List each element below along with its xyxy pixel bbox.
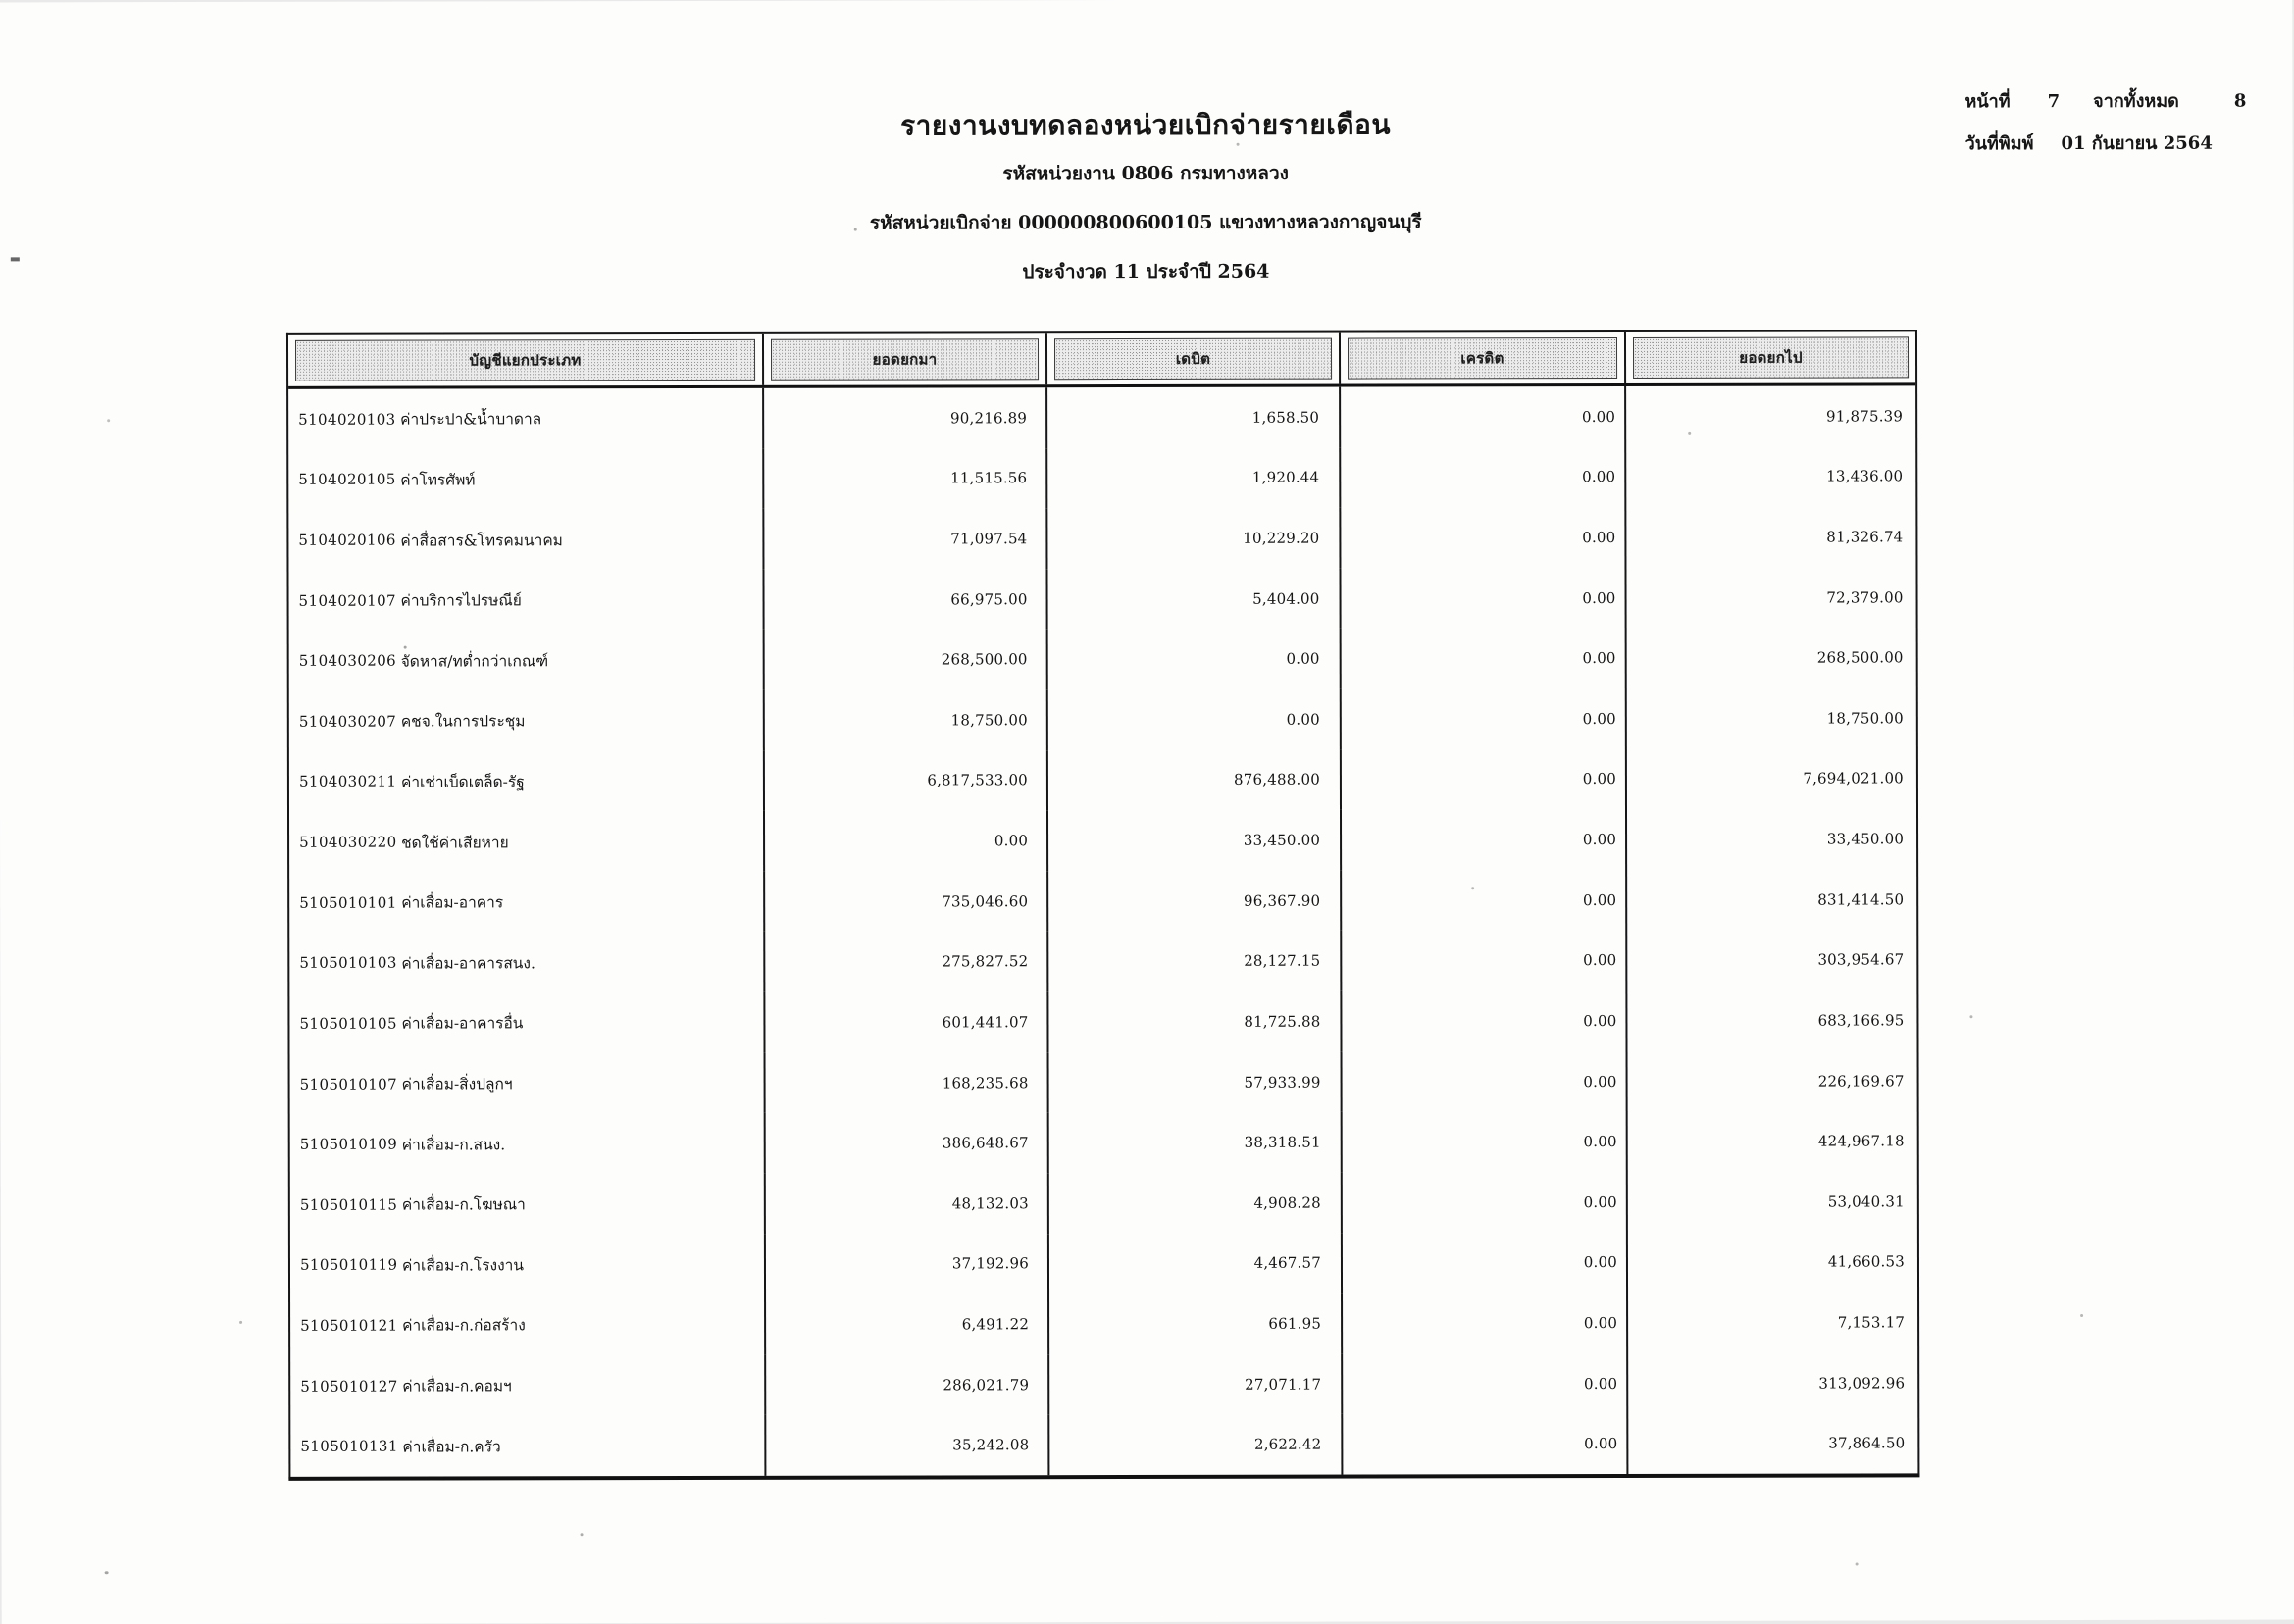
balance-carry-amount: 72,379.00	[1826, 588, 1904, 607]
account-code: 5104020103	[298, 410, 396, 429]
scan-speck	[1237, 143, 1240, 146]
balance-forward-amount: 66,975.00	[950, 589, 1028, 609]
balance-forward-amount: 0.00	[994, 832, 1029, 850]
balance-carry-cell	[1628, 1050, 1917, 1111]
credit-cell	[1342, 749, 1627, 810]
credit-amount: 0.00	[1584, 1374, 1618, 1393]
account-cell	[289, 992, 765, 1054]
balance-carry-cell	[1626, 507, 1915, 568]
trial-balance-table	[286, 330, 1919, 1480]
debit-amount: 1,920.44	[1251, 469, 1320, 487]
account-name: ชดใช้ค่าเสียหาย	[401, 833, 509, 852]
debit-cell	[1048, 991, 1342, 1052]
balance-forward-amount: 90,216.89	[950, 409, 1028, 428]
balance-forward-cell	[765, 630, 1048, 690]
debit-amount: 661.95	[1268, 1314, 1322, 1333]
account-code: 5104030211	[298, 773, 397, 791]
debit-amount: 876,488.00	[1234, 771, 1320, 789]
period-line: ประจำงวด 11 ประจำปี 2564	[1022, 260, 1270, 283]
debit-cell	[1048, 749, 1342, 810]
account-cell	[288, 509, 764, 571]
debit-cell	[1048, 629, 1342, 689]
credit-amount: 0.00	[1582, 709, 1616, 728]
balance-forward-cell	[764, 569, 1047, 630]
debit-cell	[1049, 1051, 1343, 1112]
balance-carry-amount: 424,967.18	[1817, 1132, 1905, 1150]
header-cell-debit	[1047, 333, 1341, 385]
balance-forward-cell	[764, 508, 1047, 569]
balance-forward-amount: 386,648.67	[942, 1134, 1029, 1152]
balance-carry-amount: 37,864.50	[1828, 1434, 1906, 1452]
balance-carry-amount: 7,153.17	[1837, 1313, 1906, 1332]
scan-speck	[105, 1571, 109, 1574]
credit-cell	[1342, 930, 1627, 990]
balance-forward-cell	[765, 689, 1048, 750]
scan-speck	[239, 1321, 242, 1324]
balance-forward-amount: 268,500.00	[941, 650, 1028, 669]
credit-amount: 0.00	[1582, 529, 1616, 547]
balance-carry-cell	[1628, 1292, 1917, 1352]
account-code: 5104020107	[298, 591, 397, 610]
account-cell	[290, 1294, 766, 1356]
debit-cell	[1048, 689, 1342, 750]
balance-forward-amount: 735,046.60	[942, 891, 1029, 911]
debit-cell	[1049, 1173, 1343, 1234]
account-code: 5105010119	[299, 1255, 398, 1275]
debit-amount: 5,404.00	[1252, 589, 1320, 608]
account-name: ค่าเสื่อม-ก.ก่อสร้าง	[402, 1316, 526, 1336]
debit-amount: 4,467.57	[1253, 1253, 1321, 1273]
credit-cell	[1343, 1172, 1628, 1233]
account-cell	[290, 1053, 766, 1115]
account-name: ค่าบริการไปรษณีย์	[400, 591, 522, 610]
account-cell	[288, 448, 764, 510]
balance-forward-cell	[765, 991, 1048, 1052]
scan-speck	[1856, 1562, 1859, 1565]
table-row	[290, 1232, 1917, 1295]
credit-cell	[1341, 447, 1626, 508]
scan-speck	[581, 1533, 584, 1536]
balance-carry-amount: 226,169.67	[1817, 1071, 1905, 1091]
balance-carry-cell	[1627, 869, 1916, 930]
balance-forward-cell	[766, 1173, 1049, 1234]
balance-carry-cell	[1627, 628, 1916, 688]
credit-amount: 0.00	[1582, 468, 1616, 486]
credit-amount: 0.00	[1583, 1072, 1617, 1091]
table-row	[290, 1413, 1917, 1477]
credit-cell	[1342, 990, 1627, 1051]
debit-amount: 28,127.15	[1244, 951, 1321, 971]
scan-speck	[1688, 432, 1691, 435]
credit-cell	[1341, 386, 1626, 447]
balance-carry-amount: 683,166.95	[1817, 1011, 1905, 1030]
account-cell	[288, 570, 764, 632]
debit-cell	[1049, 1112, 1343, 1173]
debit-cell	[1047, 447, 1341, 508]
account-code: 5105010131	[300, 1437, 398, 1455]
account-cell	[290, 1174, 766, 1236]
credit-amount: 0.00	[1583, 1193, 1617, 1211]
balance-carry-amount: 831,414.50	[1817, 890, 1905, 909]
balance-forward-amount: 286,021.79	[943, 1375, 1030, 1394]
account-code: 5105010101	[299, 893, 397, 912]
table-row	[290, 1352, 1917, 1416]
print-date-label: วันที่พิมพ์	[1964, 133, 2034, 155]
scan-speck	[2080, 1314, 2083, 1317]
credit-amount: 0.00	[1583, 1253, 1617, 1272]
header-label-credit: เครดิต	[1348, 337, 1617, 380]
debit-amount: 0.00	[1286, 649, 1320, 668]
debit-amount: 57,933.99	[1244, 1073, 1321, 1091]
balance-forward-cell	[765, 932, 1048, 992]
balance-carry-amount: 313,092.96	[1818, 1373, 1906, 1393]
header-label-balance-carry: ยอดยกไป	[1633, 336, 1909, 379]
header-cell-credit	[1341, 332, 1626, 384]
debit-cell	[1049, 1294, 1343, 1354]
account-name: จัดหาส/ทต่ำกว่าเกณฑ์	[400, 652, 549, 671]
balance-forward-amount: 48,132.03	[951, 1193, 1029, 1213]
account-code: 5105010121	[300, 1316, 398, 1335]
scan-speck	[107, 419, 110, 422]
table-header-row	[288, 331, 1915, 388]
page-label: หน้าที่	[1964, 91, 2011, 113]
disbursing-unit-line: รหัสหน่วยเบิกจ่าย 000000800600105 แขวงทางหลวงกาญจนบุรี	[869, 211, 1422, 234]
table-row	[290, 1292, 1917, 1355]
header-cell-balance-carry	[1626, 331, 1915, 383]
balance-forward-cell	[766, 1415, 1049, 1476]
balance-carry-cell	[1627, 748, 1916, 809]
table-row	[289, 930, 1916, 993]
header-label-account: บัญชีแยกประเภท	[295, 339, 755, 381]
debit-cell	[1048, 931, 1342, 991]
account-code: 5105010115	[299, 1195, 398, 1214]
account-cell	[289, 811, 765, 873]
balance-forward-amount: 275,827.52	[942, 952, 1029, 971]
debit-cell	[1047, 568, 1341, 629]
account-code: 5105010107	[299, 1075, 398, 1093]
header-cell-balance-forward	[764, 333, 1047, 385]
credit-cell	[1343, 1353, 1628, 1414]
page-number-line	[1964, 86, 2278, 116]
balance-carry-cell	[1627, 930, 1916, 990]
balance-forward-amount: 168,235.68	[942, 1073, 1029, 1091]
account-code: 5105010103	[299, 953, 397, 973]
total-pages-label: จากทั้งหมด	[2093, 90, 2179, 112]
debit-amount: 2,622.42	[1253, 1435, 1322, 1453]
account-code: 5104030207	[298, 712, 397, 731]
balance-carry-cell	[1627, 809, 1916, 870]
balance-forward-amount: 601,441.07	[942, 1013, 1029, 1032]
credit-cell	[1343, 1233, 1628, 1294]
balance-carry-cell	[1628, 1413, 1917, 1474]
debit-amount: 81,725.88	[1244, 1012, 1321, 1031]
balance-carry-amount: 91,875.39	[1825, 407, 1904, 426]
account-name: ค่าเสื่อม-อาคารอื่น	[401, 1014, 524, 1033]
account-cell	[289, 932, 765, 993]
debit-amount: 27,071.17	[1245, 1375, 1322, 1394]
debit-cell	[1049, 1233, 1343, 1294]
table-row	[289, 687, 1916, 751]
balance-carry-amount: 303,954.67	[1817, 950, 1905, 969]
header-label-balance-forward: ยอดยกมา	[771, 338, 1039, 381]
credit-cell	[1343, 1293, 1628, 1353]
account-cell	[290, 1355, 766, 1417]
debit-amount: 33,450.00	[1243, 831, 1321, 849]
account-name: ค่าประปา&น้ำบาดาล	[400, 410, 542, 429]
balance-carry-cell	[1628, 1171, 1917, 1232]
debit-amount: 4,908.28	[1253, 1193, 1321, 1212]
credit-cell	[1342, 628, 1627, 688]
account-name: ค่าโทรศัพท์	[400, 471, 476, 489]
balance-carry-cell	[1626, 446, 1915, 507]
balance-carry-cell	[1626, 567, 1915, 628]
credit-amount: 0.00	[1582, 649, 1616, 668]
balance-carry-cell	[1628, 1111, 1917, 1172]
scan-speck	[854, 228, 857, 231]
table-row	[289, 628, 1916, 691]
balance-forward-cell	[766, 1234, 1049, 1294]
debit-cell	[1049, 1353, 1343, 1414]
account-name: ค่าเสื่อม-ก.สนง.	[401, 1135, 506, 1154]
balance-forward-cell	[764, 387, 1047, 448]
account-name: ค่าเช่าเบ็ดเตล็ด-รัฐ	[400, 773, 525, 791]
balance-carry-amount: 53,040.31	[1827, 1193, 1905, 1211]
table-row	[288, 567, 1915, 631]
credit-cell	[1342, 870, 1627, 931]
debit-cell	[1047, 387, 1341, 448]
balance-carry-amount: 81,326.74	[1826, 528, 1904, 546]
credit-amount: 0.00	[1584, 1435, 1618, 1453]
table-row	[288, 507, 1915, 571]
debit-amount: 1,658.50	[1251, 408, 1320, 427]
account-name: ค่าเสื่อม-ก.โรงงาน	[401, 1256, 524, 1275]
page-meta-block	[1964, 86, 2278, 172]
credit-cell	[1341, 507, 1626, 568]
balance-forward-cell	[766, 1113, 1049, 1174]
account-cell	[290, 1415, 766, 1477]
print-date-line	[1965, 128, 2279, 158]
account-code: 5104030220	[299, 833, 397, 851]
balance-carry-amount: 18,750.00	[1826, 709, 1904, 728]
balance-forward-amount: 18,750.00	[950, 711, 1028, 730]
balance-forward-amount: 35,242.08	[952, 1436, 1030, 1454]
debit-cell	[1049, 1414, 1343, 1475]
account-code: 5104020105	[298, 471, 396, 489]
table-row	[290, 1111, 1917, 1175]
account-cell	[288, 388, 764, 450]
credit-cell	[1343, 1413, 1628, 1474]
balance-forward-cell	[766, 1294, 1049, 1354]
debit-cell	[1047, 508, 1341, 569]
account-cell	[290, 1234, 766, 1295]
balance-carry-amount: 33,450.00	[1826, 830, 1905, 848]
account-code: 5105010127	[300, 1377, 398, 1396]
credit-amount: 0.00	[1582, 588, 1616, 607]
balance-carry-cell	[1628, 1352, 1917, 1413]
account-name: ค่าเสื่อม-ก.คอมฯ	[402, 1377, 512, 1396]
account-name: ค่าเสื่อม-ก.โฆษณา	[401, 1195, 526, 1214]
balance-carry-cell	[1627, 990, 1916, 1050]
account-code: 5105010105	[299, 1014, 397, 1033]
balance-forward-cell	[765, 871, 1048, 932]
account-cell	[289, 630, 765, 691]
account-code: 5104030206	[298, 651, 397, 671]
balance-forward-amount: 6,817,533.00	[927, 771, 1028, 789]
debit-amount: 0.00	[1286, 710, 1320, 729]
credit-amount: 0.00	[1583, 1133, 1617, 1151]
account-cell	[289, 690, 765, 752]
table-row	[289, 990, 1916, 1053]
balance-forward-cell	[765, 810, 1048, 871]
account-cell	[289, 750, 765, 812]
total-pages: 8	[2233, 90, 2247, 112]
print-date: 01 กันยายน 2564	[2061, 132, 2213, 155]
credit-cell	[1343, 1051, 1628, 1112]
credit-amount: 0.00	[1583, 1011, 1617, 1030]
debit-amount: 96,367.90	[1244, 891, 1321, 910]
credit-amount: 0.00	[1583, 1313, 1618, 1333]
balance-carry-cell	[1627, 687, 1916, 748]
account-cell	[289, 872, 765, 934]
balance-forward-cell	[766, 1354, 1049, 1415]
account-code: 5105010109	[299, 1135, 398, 1153]
debit-cell	[1048, 810, 1342, 871]
credit-amount: 0.00	[1581, 407, 1616, 426]
balance-carry-amount: 13,436.00	[1826, 467, 1904, 485]
table-row	[289, 809, 1916, 873]
table-body	[288, 385, 1917, 1476]
debit-amount: 38,318.51	[1244, 1133, 1321, 1151]
header-cell-account	[288, 334, 764, 386]
account-name: ค่าเสื่อม-อาคารสนง.	[401, 954, 535, 973]
table-row	[288, 446, 1915, 510]
balance-carry-amount: 41,660.53	[1827, 1252, 1905, 1271]
balance-forward-amount: 6,491.22	[961, 1315, 1030, 1334]
balance-forward-cell	[764, 448, 1047, 509]
table-row	[288, 385, 1915, 449]
scan-speck	[1471, 887, 1474, 889]
balance-forward-amount: 71,097.54	[950, 530, 1028, 548]
credit-cell	[1341, 568, 1626, 629]
balance-carry-cell	[1626, 385, 1915, 446]
agency-code-line: รหัสหน่วยงาน 0806 กรมทางหลวง	[1002, 162, 1289, 185]
credit-amount: 0.00	[1582, 890, 1617, 909]
account-name: ค่าสื่อสาร&โทรคมนาคม	[400, 531, 563, 550]
account-name: ค่าเสื่อม-อาคาร	[401, 893, 504, 912]
balance-carry-cell	[1628, 1232, 1917, 1293]
balance-carry-amount: 268,500.00	[1816, 648, 1904, 667]
debit-amount: 10,229.20	[1243, 529, 1320, 547]
credit-amount: 0.00	[1582, 831, 1617, 849]
credit-amount: 0.00	[1582, 770, 1616, 788]
account-name: คชจ.ในการประชุม	[400, 712, 526, 731]
table-row	[289, 748, 1916, 812]
table-row	[289, 869, 1916, 933]
scan-speck	[1969, 1015, 1972, 1018]
account-cell	[290, 1113, 766, 1175]
scan-speck	[404, 646, 407, 649]
credit-cell	[1343, 1111, 1628, 1172]
credit-cell	[1342, 688, 1627, 749]
report-title: รายงานงบทดลองหน่วยเบิกจ่ายรายเดือน	[900, 108, 1392, 142]
scan-speck	[11, 257, 20, 261]
balance-forward-amount: 11,515.56	[950, 469, 1028, 487]
balance-forward-amount: 37,192.96	[951, 1254, 1029, 1273]
balance-forward-cell	[765, 750, 1048, 811]
header-label-debit: เดบิต	[1054, 338, 1332, 381]
debit-cell	[1048, 870, 1342, 931]
balance-carry-amount: 7,694,021.00	[1803, 769, 1904, 788]
balance-forward-cell	[766, 1052, 1049, 1113]
table-row	[290, 1050, 1917, 1114]
credit-cell	[1342, 809, 1627, 870]
account-name: ค่าเสื่อม-ก.ครัว	[402, 1438, 501, 1456]
account-code: 5104020106	[298, 531, 396, 549]
table-row	[290, 1171, 1917, 1235]
page-number: 7	[2047, 91, 2061, 113]
account-name: ค่าเสื่อม-สิ่งปลูกฯ	[401, 1075, 513, 1093]
credit-amount: 0.00	[1583, 951, 1617, 970]
